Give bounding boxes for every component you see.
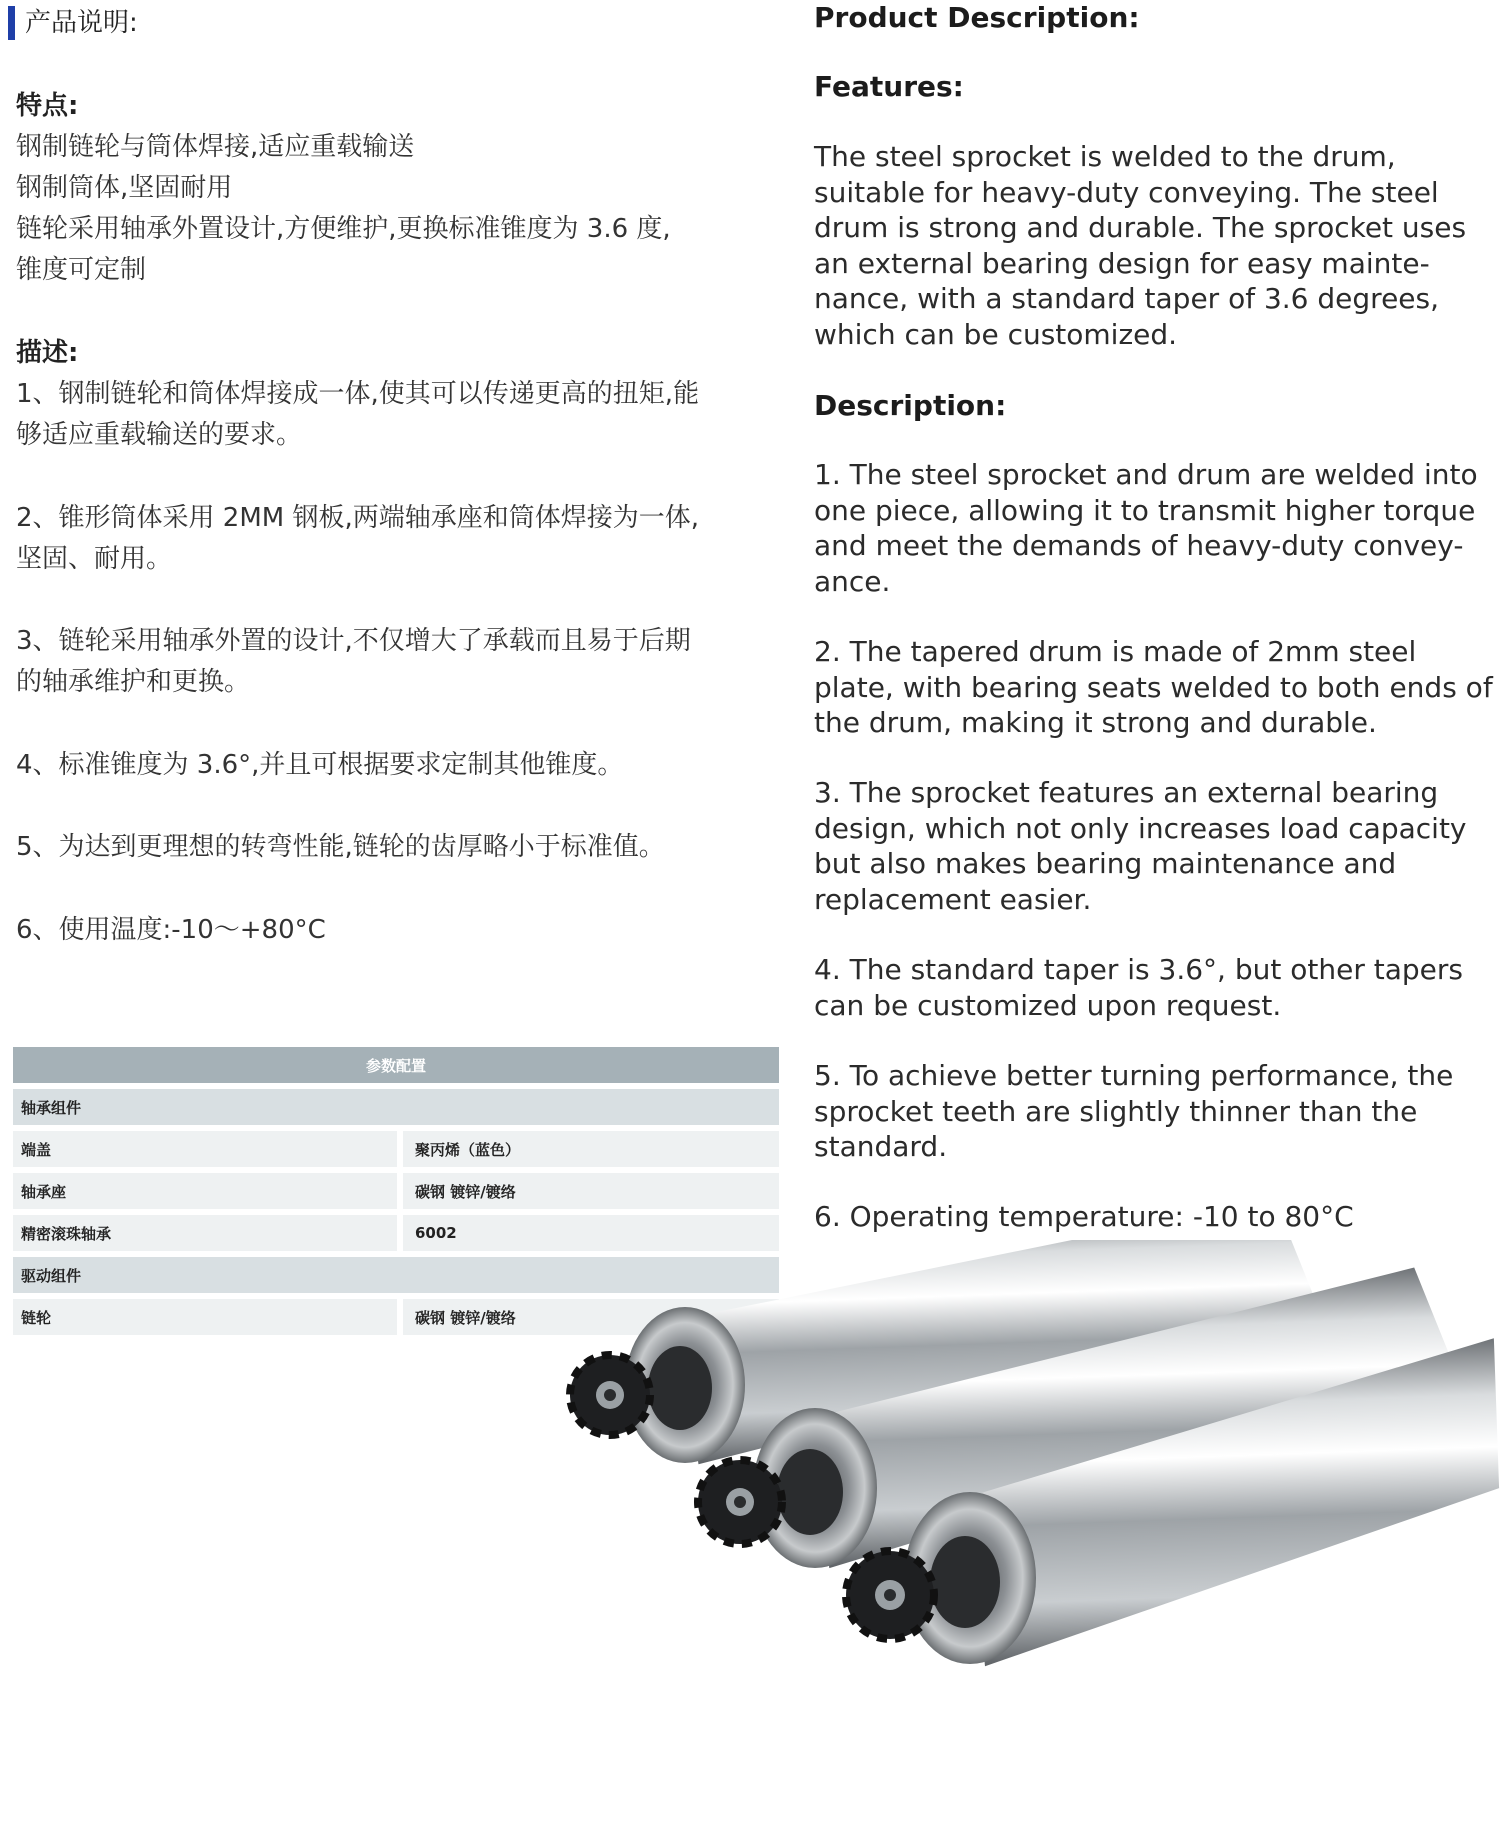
en-item-1 — [814, 457, 1478, 599]
cn-item-2-line: 坚固、耐用。 — [16, 544, 173, 574]
en-text-line: nance, with a standard taper of 3.6 degrees, — [814, 282, 1440, 315]
spec-value-end-cap: 聚丙烯（蓝色） — [397, 1131, 779, 1167]
spec-table-title: 参数配置 — [13, 1047, 779, 1083]
en-text-line: 5. To achieve better turning performance, the — [814, 1059, 1454, 1092]
spec-table-header-row — [13, 1047, 779, 1083]
spec-label-ball-bearing: 精密滚珠轴承 — [13, 1215, 397, 1251]
en-text-line: one piece, allowing it to transmit higher torque — [814, 493, 1476, 527]
table-row — [13, 1131, 779, 1167]
spec-group-drive: 驱动组件 — [13, 1257, 779, 1293]
en-item-3 — [814, 775, 1474, 917]
en-item-5 — [814, 1058, 1474, 1165]
en-text-line: 1. The steel sprocket and drum are welded into — [814, 458, 1478, 491]
cn-feature-line: 钢制筒体,坚固耐用 — [16, 173, 233, 203]
en-text-line: ance. — [814, 564, 891, 598]
cn-feature-line: 钢制链轮与筒体焊接,适应重载输送 — [16, 132, 415, 162]
cn-item-2-line: 2、锥形筒体采用 2MM 钢板,两端轴承座和筒体焊接为一体, — [16, 503, 700, 533]
cn-feature-line: 链轮采用轴承外置设计,方便维护,更换标准锥度为 3.6 度, — [16, 214, 671, 244]
cn-item-6: 6、使用温度:-10～+80°C — [16, 915, 326, 945]
en-text-line: standard. — [814, 1130, 948, 1163]
en-item-4 — [814, 952, 1474, 1023]
en-text-line: sprocket teeth are slightly thinner than the — [814, 1094, 1418, 1128]
en-text-line: can be customized upon request. — [814, 988, 1282, 1022]
spec-value-ball-bearing: 6002 — [397, 1215, 779, 1251]
en-text-line: drum is strong and durable. The sprocket uses — [814, 211, 1467, 244]
en-text-line: the drum, making it strong and durable. — [814, 706, 1377, 739]
en-text-line: but also makes bearing maintenance and — [814, 847, 1397, 880]
en-text-line: and meet the demands of heavy-duty convey- — [814, 529, 1464, 562]
en-text-line: replacement easier. — [814, 882, 1092, 916]
cn-item-4: 4、标准锥度为 3.6°,并且可根据要求定制其他锥度。 — [16, 750, 624, 780]
cn-feature-line: 锥度可定制 — [16, 255, 147, 285]
cn-section-title: 产品说明: — [8, 6, 138, 40]
en-text-line: suitable for heavy-duty conveying. The steel — [814, 175, 1439, 209]
en-item-2 — [814, 634, 1493, 741]
en-text-line: plate, with bearing seats welded to both ends of — [814, 670, 1493, 704]
spec-group-row — [13, 1089, 779, 1125]
spec-label-end-cap: 端盖 — [13, 1131, 397, 1167]
en-features-text — [814, 139, 1474, 352]
cn-item-3-line: 3、链轮采用轴承外置的设计,不仅增大了承载而且易于后期 — [16, 626, 691, 656]
en-text-line: The steel sprocket is welded to the drum, — [814, 140, 1396, 173]
spec-group-bearing: 轴承组件 — [13, 1089, 779, 1125]
en-text-line: design, which not only increases load capacity — [814, 811, 1467, 845]
en-description-heading: Description: — [814, 389, 1007, 422]
cn-description-heading: 描述: — [16, 338, 79, 368]
cn-features-heading: 特点: — [16, 91, 79, 121]
tapered-roller-image — [560, 1240, 1500, 1834]
spec-label-bearing-seat: 轴承座 — [13, 1173, 397, 1209]
cn-item-5: 5、为达到更理想的转弯性能,链轮的齿厚略小于标准值。 — [16, 832, 665, 862]
spec-label-sprocket: 链轮 — [13, 1299, 397, 1335]
cn-item-1-line: 1、钢制链轮和筒体焊接成一体,使其可以传递更高的扭矩,能 — [16, 379, 700, 409]
en-text-line: 4. The standard taper is 3.6°, but other tapers — [814, 953, 1463, 986]
en-features-heading: Features: — [814, 70, 964, 103]
table-row — [13, 1173, 779, 1209]
en-item-6: 6. Operating temperature: -10 to 80°C — [814, 1200, 1354, 1233]
cn-item-3-line: 的轴承维护和更换。 — [16, 667, 251, 697]
spec-value-sprocket: 碳钢 镀锌/镀络 — [397, 1299, 779, 1335]
en-text-line: an external bearing design for easy mainte- — [814, 246, 1430, 280]
en-text-line: which can be customized. — [814, 317, 1178, 351]
en-section-title: Product Description: — [814, 1, 1140, 34]
en-text-line: 3. The sprocket features an external bearing — [814, 776, 1439, 809]
en-text-line: 2. The tapered drum is made of 2mm steel — [814, 635, 1417, 668]
spec-value-bearing-seat: 碳钢 镀锌/镀络 — [397, 1173, 779, 1209]
cn-item-1-line: 够适应重载输送的要求。 — [16, 420, 303, 450]
